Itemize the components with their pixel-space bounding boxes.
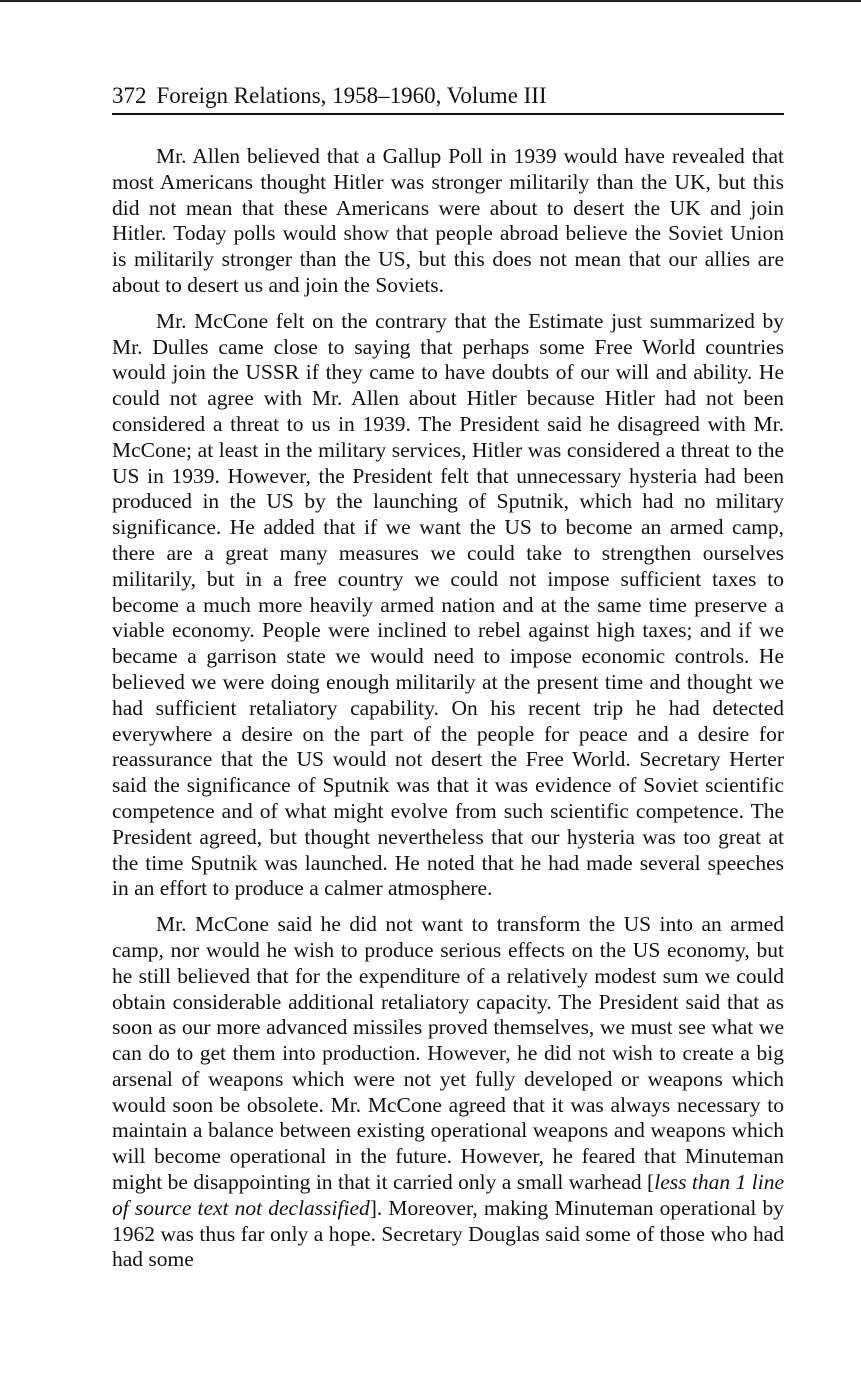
paragraph-mccone-estimate: Mr. McCone felt on the contrary that the Estimate just summarized by Mr. Dulles came close to saying that perhaps some Free World countries would join the USSR if they came to have doubts of our will and ability. He could not agree with Mr. Allen about Hitler because Hitler had not been considered a threat to us in 1939. The President said he disagreed with Mr. McCone; at least in the military services, Hitler was considered a threat to the US in 1939. However, the President felt that unnecessary hysteria had been produced in the US by the launching of Sputnik, which had no military significance. He added that if we want the US to become an armed camp, there are a great many measures we could take to strengthen ourselves militarily, but in a free country we could not impose sufficient taxes to become a much more heavily armed nation and at the same time preserve a viable economy. People were inclined to rebel against high taxes; and if we became a garrison state we would need to impose economic controls. He believed we were doing enough militarily at the present time and thought we had sufficient retaliatory capability. On his recent trip he had detected everywhere a desire on the part of the people for peace and a desire for reassurance that the US would not desert the Free World. Secretary Herter said the significance of Sputnik was that it was evidence of Soviet scientific competence and of what might evolve from such scientific competence. The President agreed, but thought nevertheless that our hysteria was too great at the time Sputnik was launched. He noted that he had made several speeches in an effort to produce a calmer atmosphere. <box>112 308 784 901</box>
editorial-note: less than 1 line of source text not declassified <box>112 1170 784 1220</box>
paragraph-allen: Mr. Allen believed that a Gallup Poll in 1939 would have revealed that most Americans thought Hitler was stronger militarily than the UK, but this did not mean that these Americans were about to desert the UK and join Hitler. Today polls would show that people abroad believe the Soviet Union is militarily stronger than the US, but this does not mean that our allies are about to desert us and join the Soviets. <box>112 144 784 297</box>
running-title: Foreign Relations, 1958–1960, Volume III <box>156 83 547 108</box>
paragraph-mccone-armed-camp <box>112 912 784 1273</box>
paragraph-text-before: Mr. McCone said he did not want to transform the US into an armed camp, nor would he wish to produce serious effects on the US economy, but he still believed that for the expenditure of a relatively modest sum we could obtain considerable additional retaliatory capacity. The President said that as soon as our more advanced missiles proved themselves, we must see what we can do to get them into production. However, he did not wish to create a big arsenal of weapons which were not yet fully developed or weapons which would soon be obsolete. Mr. McCone agreed that it was always necessary to maintain a balance between existing operational weapons and weapons which will become operational in the future. However, he feared that Minuteman might be disappointing in that it carried only a small warhead [ <box>112 912 784 1195</box>
header-rule <box>112 113 784 115</box>
top-edge-rule <box>0 0 861 2</box>
page-header <box>112 80 784 112</box>
page-number: 372 <box>112 83 147 108</box>
paragraph-text-after: ]. Moreover, making Minuteman operational by 1962 was thus far only a hope. Secretary Douglas said some of those who had had some <box>112 1195 784 1272</box>
body-text <box>112 144 784 1273</box>
